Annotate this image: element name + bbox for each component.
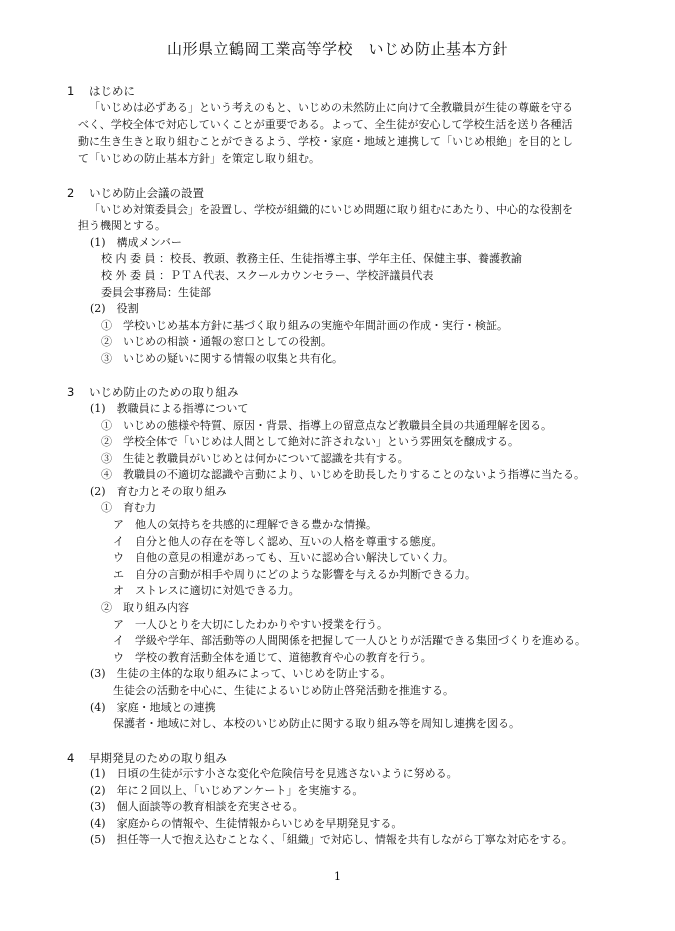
subsection-heading bbox=[90, 302, 139, 316]
item-marker: (5) bbox=[90, 833, 106, 846]
subsection-title: 生徒の主体的な取り組みによって、いじめを防止する。 bbox=[116, 667, 392, 680]
item-text: 育む力 bbox=[123, 501, 156, 514]
subsection-title: 教職員による指導について bbox=[116, 402, 249, 415]
item-marker: ② bbox=[101, 335, 112, 348]
subsection-number: (2) bbox=[90, 302, 106, 315]
item-marker: ア bbox=[113, 618, 124, 631]
list-item bbox=[101, 452, 409, 466]
subsection-number: (4) bbox=[90, 701, 106, 714]
paragraph-line: 動に生き生きと取り組むことができるよう、学校・家庭・地域と連携して「いじめ根絶」を目的とし bbox=[78, 135, 573, 148]
item-marker: (2) bbox=[90, 784, 106, 797]
item-marker: ② bbox=[101, 601, 112, 614]
paragraph-line: べく、学校全体で対応していくことが重要である。よって、全生徒が安心して学校生活を送り各種活 bbox=[78, 118, 573, 131]
item-text: いじめの態様や特質、原因・背景、指導上の留意点など教職員全員の共通理解を図る。 bbox=[123, 419, 552, 432]
item-text: 学校いじめ基本方針に基づく取り組みの実施や年間計画の作成・実行・検証。 bbox=[123, 319, 508, 332]
section-4-heading bbox=[67, 751, 227, 765]
section-number: 3 bbox=[67, 385, 75, 399]
list-item bbox=[90, 784, 363, 798]
item-text: ストレスに適切に対処できる力。 bbox=[135, 584, 300, 597]
item-marker: ③ bbox=[101, 352, 112, 365]
item-marker: イ bbox=[113, 634, 124, 647]
section-number: 1 bbox=[67, 84, 75, 98]
item-text: 自分と他人の存在を等しく認め、互いの人格を尊重する態度。 bbox=[135, 535, 443, 548]
paragraph-line: て「いじめの防止基本方針」を策定し取り組む。 bbox=[78, 152, 320, 165]
item-text: 一人ひとりを大切にしたわかりやすい授業を行う。 bbox=[135, 618, 388, 631]
subsection-heading bbox=[90, 485, 227, 499]
subsection-title: 家庭・地域との連携 bbox=[116, 701, 216, 714]
section-1-heading bbox=[67, 84, 135, 98]
paragraph-line: 生徒会の活動を中心に、生徒によるいじめ防止啓発活動を推進する。 bbox=[113, 684, 454, 697]
section-3-heading bbox=[67, 385, 239, 399]
item-marker: (1) bbox=[90, 767, 106, 780]
subsection-title: 育む力とその取り組み bbox=[116, 485, 227, 498]
item-text: 日頃の生徒が示す小さな変化や危険信号を見逃さないように努める。 bbox=[116, 767, 458, 780]
section-title: はじめに bbox=[89, 84, 135, 98]
item-text: 学校の教育活動全体を通じて、道徳教育や心の教育を行う。 bbox=[135, 651, 432, 664]
list-item bbox=[90, 833, 573, 847]
list-item bbox=[113, 535, 443, 549]
item-marker: (4) bbox=[90, 817, 106, 830]
item-text: いじめの疑いに関する情報の収集と共有化。 bbox=[123, 352, 343, 365]
subsection-number: (3) bbox=[90, 667, 106, 680]
item-marker: オ bbox=[113, 584, 124, 597]
item-marker: ② bbox=[101, 435, 112, 448]
list-item bbox=[113, 651, 432, 665]
list-item bbox=[113, 584, 300, 598]
subsection-number: (1) bbox=[90, 402, 106, 415]
list-item bbox=[113, 518, 377, 532]
section-title: 早期発見のための取り組み bbox=[89, 751, 227, 765]
item-text: いじめの相談・通報の窓口としての役割。 bbox=[123, 335, 332, 348]
section-number: 2 bbox=[67, 186, 75, 200]
item-text: 教職員の不適切な認識や言動により、いじめを助長したりすることのないよう指導に当たる。 bbox=[123, 468, 585, 481]
subsection-number: (1) bbox=[90, 236, 106, 249]
list-item bbox=[101, 419, 552, 433]
subsection-heading bbox=[90, 402, 248, 416]
list-item bbox=[113, 618, 388, 632]
list-item bbox=[90, 800, 304, 814]
list-item bbox=[101, 468, 585, 482]
item-marker: エ bbox=[113, 568, 124, 581]
section-2-heading bbox=[67, 186, 204, 200]
subsection-heading bbox=[90, 236, 182, 250]
item-marker: イ bbox=[113, 535, 124, 548]
item-marker: ① bbox=[101, 419, 112, 432]
page-number: 1 bbox=[334, 870, 341, 883]
list-item bbox=[101, 352, 343, 366]
list-item bbox=[101, 335, 332, 349]
item-marker: ウ bbox=[113, 551, 124, 564]
paragraph-line: 保護者・地域に対し、本校のいじめ防止に関する取り組み等を周知し連携を図る。 bbox=[113, 717, 520, 730]
item-marker: ウ bbox=[113, 651, 124, 664]
item-marker: (3) bbox=[90, 800, 106, 813]
item-marker: ① bbox=[101, 501, 112, 514]
item-text: 年に２回以上、「いじめアンケート」を実施する。 bbox=[116, 784, 364, 797]
section-number: 4 bbox=[67, 751, 75, 765]
item-text: 生徒と教職員がいじめとは何かについて認識を共有する。 bbox=[123, 452, 409, 465]
member-row: 校 内 委 員 ：校長、教頭、教務主任、生徒指導主事、学年主任、保健主事、養護教諭 bbox=[101, 252, 522, 265]
list-item bbox=[101, 435, 519, 449]
item-text: 担任等一人で抱え込むことなく、「組織」で対応し、情報を共有しながら丁寧な対応をする。 bbox=[116, 833, 573, 846]
list-item bbox=[90, 767, 458, 781]
sub-subsection-heading bbox=[101, 501, 156, 515]
page-title: 山形県立鶴岡工業高等学校 いじめ防止基本方針 bbox=[166, 40, 508, 58]
member-row: 校 外 委 員 ：ＰＴＡ代表、スクールカウンセラー、学校評議員代表 bbox=[101, 269, 434, 282]
paragraph-line: 担う機関とする。 bbox=[78, 219, 166, 232]
item-marker: ア bbox=[113, 518, 124, 531]
item-text: 個人面談等の教育相談を充実させる。 bbox=[116, 800, 304, 813]
item-text: 学校全体で「いじめは人間として絶対に許されない」という雰囲気を醸成する。 bbox=[123, 435, 519, 448]
subsection-heading bbox=[90, 701, 216, 715]
subsection-number: (2) bbox=[90, 485, 106, 498]
item-text: 自分の言動が相手や周りにどのような影響を与えるか判断できる力。 bbox=[135, 568, 476, 581]
item-text: 取り組み内容 bbox=[123, 601, 189, 614]
item-text: 学級や学年、部活動等の人間関係を把握して一人ひとりが活躍できる集団づくりを進める。 bbox=[135, 634, 586, 647]
item-marker: ③ bbox=[101, 452, 112, 465]
list-item bbox=[113, 551, 454, 565]
member-row: 委員会事務局：生徒部 bbox=[101, 286, 211, 299]
list-item bbox=[113, 634, 586, 648]
item-text: 自他の意見の相違があっても、互いに認め合い解決していく力。 bbox=[135, 551, 454, 564]
list-item bbox=[90, 817, 402, 831]
subsection-title: 役割 bbox=[116, 302, 139, 315]
list-item bbox=[101, 319, 508, 333]
section-title: いじめ防止のための取り組み bbox=[89, 385, 239, 399]
sub-subsection-heading bbox=[101, 601, 189, 615]
item-marker: ① bbox=[101, 319, 112, 332]
paragraph-line: 「いじめ対策委員会」を設置し、学校が組織的にいじめ問題に取り組むにあたり、中心的な役割を bbox=[89, 203, 573, 216]
paragraph-line: 「いじめは必ずある」という考えのもと、いじめの未然防止に向けて全教職員が生徒の尊厳を守る bbox=[89, 101, 573, 114]
subsection-title: 構成メンバー bbox=[116, 236, 182, 249]
item-text: 他人の気持ちを共感的に理解できる豊かな情操。 bbox=[135, 518, 377, 531]
section-title: いじめ防止会議の設置 bbox=[89, 186, 204, 200]
item-marker: ④ bbox=[101, 468, 112, 481]
subsection-heading bbox=[90, 667, 391, 681]
item-text: 家庭からの情報や、生徒情報からいじめを早期発見する。 bbox=[116, 817, 403, 830]
list-item bbox=[113, 568, 476, 582]
